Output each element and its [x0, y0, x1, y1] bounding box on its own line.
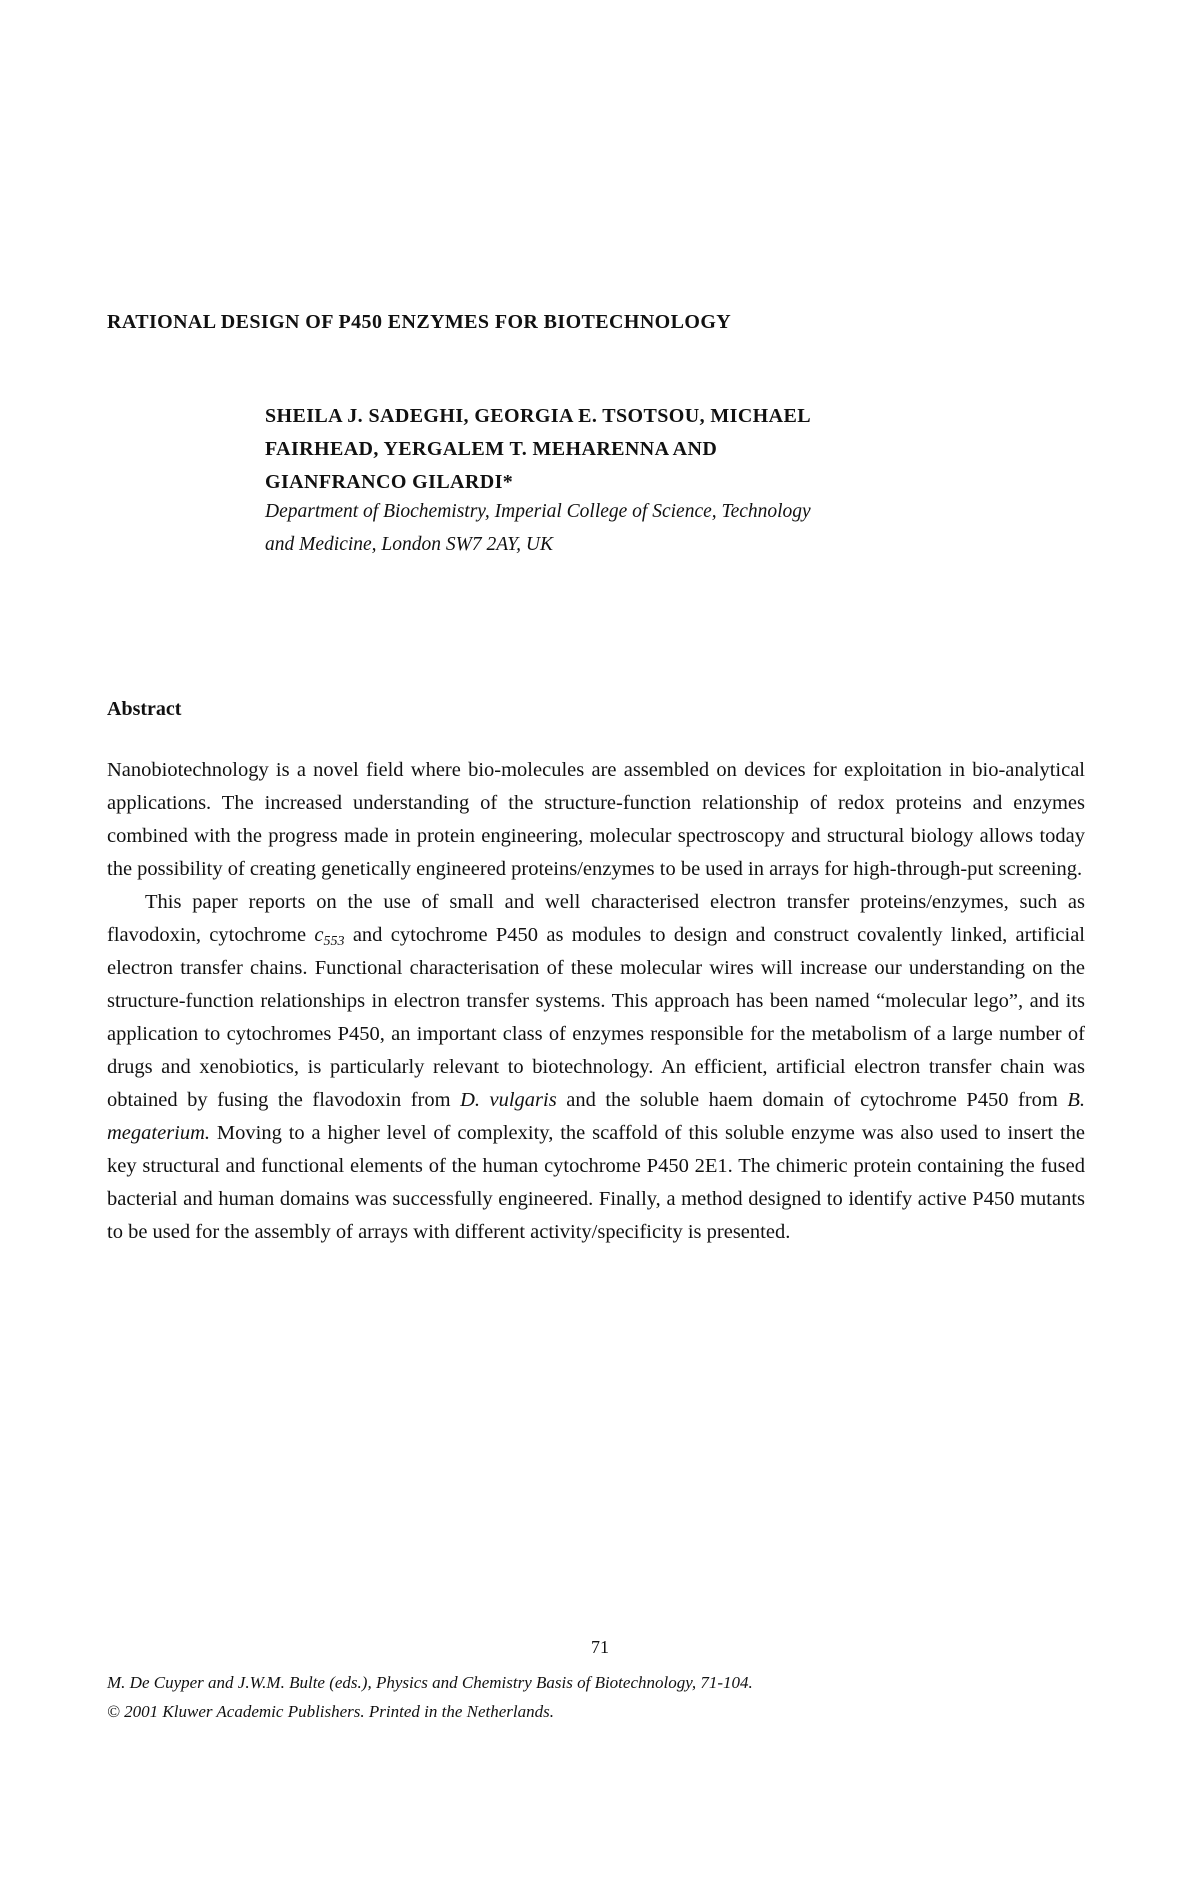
footer: [107, 1668, 1107, 1726]
author-line-2: FAIRHEAD, YERGALEM T. MEHARENNA AND: [265, 438, 718, 460]
paragraph-2-text-d: Moving to a higher level of complexity, the scaffold of this soluble enzyme was also used to insert the key structural and functional elements of the human cytochrome P450 2E1. The chimeric protein containing the fused bacterial and human domains was successfully engineered. Finally, a method designed to identify active P450 mutants to be used for the assembly of arrays with different activity/specificity is presented.: [107, 1122, 1085, 1243]
affiliation-line-2: and Medicine, London SW7 2AY, UK: [265, 534, 553, 555]
author-list: [265, 400, 1095, 499]
footer-citation: M. De Cuyper and J.W.M. Bulte (eds.), Physics and Chemistry Basis of Biotechnology, 71-104.: [107, 1673, 753, 1692]
cytochrome-c-symbol: c: [314, 924, 324, 946]
author-line-3: GIANFRANCO GILARDI*: [265, 471, 514, 493]
abstract-paragraph-1: Nanobiotechnology is a novel field where bio-molecules are assembled on devices for exploitation in bio-analytical applications. The increased understanding of the structure-function relationship of redox proteins and enzymes combined with the progress made in protein engineering, molecular spectroscopy and structural biology allows today the possibility of creating genetically engineered proteins/enzymes to be used in arrays for high-through-put screening.: [107, 759, 1085, 880]
affiliation-line-1: Department of Biochemistry, Imperial College of Science, Technology: [265, 501, 811, 522]
abstract-paragraph-2: [107, 886, 1085, 1249]
abstract-heading: Abstract: [107, 698, 182, 720]
page-number: 71: [591, 1637, 609, 1657]
paper-title: RATIONAL DESIGN OF P450 ENZYMES FOR BIOTECHNOLOGY: [107, 311, 732, 333]
species-name-2: B. megaterium.: [107, 1089, 1085, 1144]
paragraph-2-text-a: This paper reports on the use of small and well characterised electron transfer proteins/enzymes, such as flavodoxin, cytochrome: [107, 891, 1085, 946]
footer-copyright: © 2001 Kluwer Academic Publishers. Printed in the Netherlands.: [107, 1702, 555, 1721]
abstract-body: [107, 754, 1085, 1249]
paragraph-2-text-c: and the soluble haem domain of cytochrome P450 from: [556, 1089, 1068, 1111]
affiliation: [265, 495, 1105, 561]
author-line-1: SHEILA J. SADEGHI, GEORGIA E. TSOTSOU, MICHAEL: [265, 405, 811, 427]
species-name-1: D. vulgaris: [460, 1089, 557, 1111]
paragraph-2-text-b: and cytochrome P450 as modules to design and construct covalently linked, artificial electron transfer chains. Functional characterisation of these molecular wires will increase our understanding on the structure-function relationships in electron transfer systems. This approach has been named “molecular lego”, and its application to cytochromes P450, an important class of enzymes responsible for the metabolism of a large number of drugs and xenobiotics, is particularly relevant to biotechnology. An efficient, artificial electron transfer chain was obtained by fusing the flavodoxin from: [107, 924, 1085, 1111]
cytochrome-c-subscript: 553: [323, 934, 345, 949]
